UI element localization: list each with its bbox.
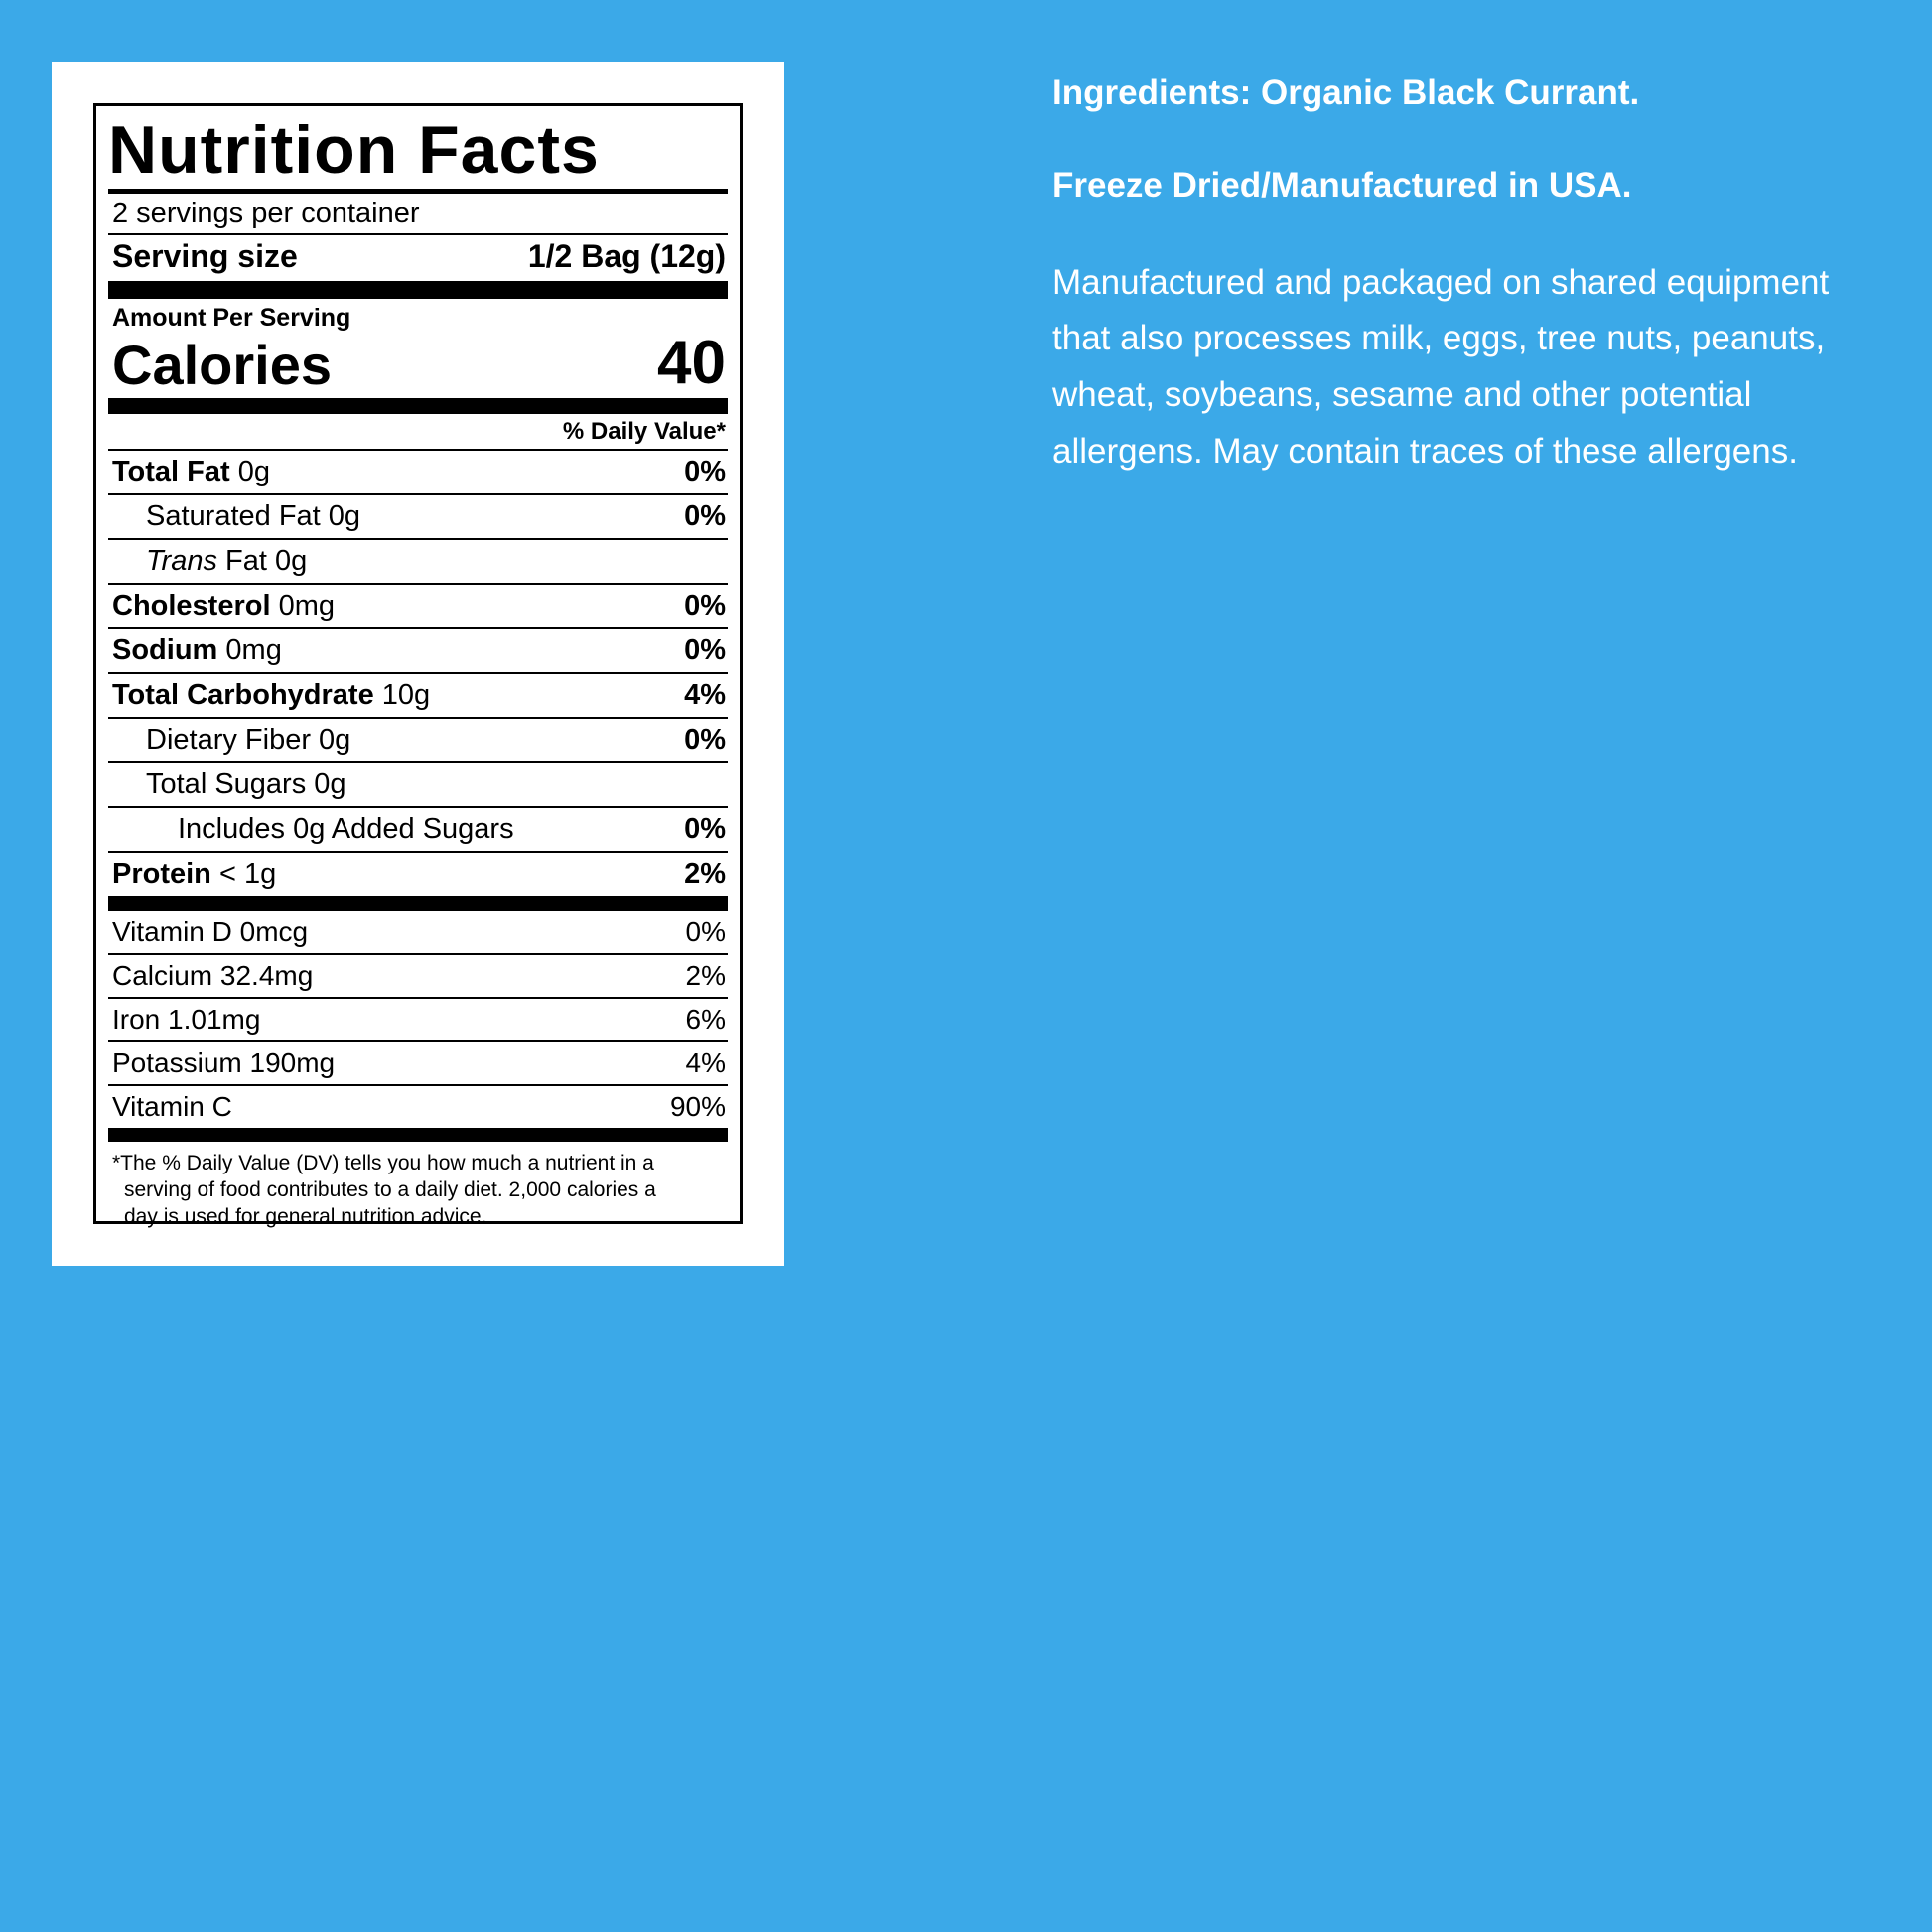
vitamin-row-calcium — [108, 953, 728, 997]
divider-thick-footnote — [108, 1128, 728, 1142]
nutrient-label: Trans Fat 0g — [146, 545, 308, 578]
vitamin-percent: 6% — [685, 1004, 726, 1035]
divider-thick-top — [108, 281, 728, 299]
allergen-statement: Manufactured and packaged on shared equipment that also processes milk, eggs, tree nuts, peanuts, wheat, soybeans, sesame and other potential allergens. May contain traces of these allergens. — [1052, 262, 1830, 471]
nutrient-percent: 0% — [684, 456, 726, 488]
nutrient-label: Total Fat 0g — [112, 456, 271, 488]
nutrient-label: Protein < 1g — [112, 858, 277, 891]
vitamin-row-vitamin-d — [108, 911, 728, 953]
servings-per-container: 2 servings per container — [112, 198, 420, 230]
calories-row — [108, 329, 728, 398]
divider-thick-calories — [108, 398, 728, 414]
nutrient-percent: 4% — [684, 679, 726, 712]
product-info-column — [1052, 69, 1857, 480]
divider-thick-vitamins — [108, 896, 728, 911]
daily-value-footnote — [108, 1142, 728, 1231]
nutrient-percent: 0% — [684, 590, 726, 622]
nutrient-percent: 0% — [684, 634, 726, 667]
serving-size-label: Serving size — [112, 238, 298, 275]
nutrient-row-sodium — [108, 627, 728, 672]
vitamin-label: Iron 1.01mg — [112, 1004, 261, 1035]
vitamin-label: Vitamin C — [112, 1091, 232, 1123]
vitamin-row-vitamin-c — [108, 1084, 728, 1128]
nutrient-label: Sodium 0mg — [112, 634, 282, 667]
nutrition-facts-title: Nutrition Facts — [108, 112, 600, 188]
footnote-line-1: *The % Daily Value (DV) tells you how much a nutrient in a — [112, 1152, 654, 1175]
nutrient-label: Saturated Fat 0g — [146, 500, 361, 533]
serving-size-row — [108, 235, 728, 281]
amount-per-serving-label: Amount Per Serving — [112, 304, 351, 333]
vitamin-label: Potassium 190mg — [112, 1047, 336, 1079]
nutrition-facts-panel — [93, 103, 743, 1229]
nutrient-percent: 0% — [684, 813, 726, 846]
nutrient-label: Total Carbohydrate 10g — [112, 679, 431, 712]
nutrient-percent: 0% — [684, 724, 726, 757]
nutrition-facts-card — [52, 62, 784, 1266]
ingredients-text: Ingredients: Organic Black Currant. — [1052, 73, 1640, 112]
vitamin-percent: 2% — [685, 960, 726, 992]
nutrient-row-total-fat — [108, 449, 728, 493]
serving-size-value: 1/2 Bag (12g) — [527, 238, 726, 275]
vitamin-row-iron — [108, 997, 728, 1040]
nutrient-label: Dietary Fiber 0g — [146, 724, 351, 757]
vitamin-label: Vitamin D 0mcg — [112, 916, 309, 948]
nutrient-row-dietary-fiber — [108, 717, 728, 761]
footnote-line-3: day is used for general nutrition advice. — [124, 1205, 487, 1229]
daily-value-header: % Daily Value* — [562, 418, 726, 446]
vitamin-percent: 0% — [685, 916, 726, 948]
nutrient-row-total-carbohydrate — [108, 672, 728, 717]
nutrient-row-cholesterol — [108, 583, 728, 627]
nutrient-row-protein — [108, 851, 728, 896]
nutrient-row-total-sugars — [108, 761, 728, 806]
nutrient-row-added-sugars — [108, 806, 728, 851]
origin-text: Freeze Dried/Manufactured in USA. — [1052, 166, 1632, 206]
nutrient-row-trans-fat — [108, 538, 728, 583]
nutrient-label: Total Sugars 0g — [146, 768, 346, 801]
nutrient-label: Cholesterol 0mg — [112, 590, 336, 622]
nutrient-label: Includes 0g Added Sugars — [178, 813, 514, 846]
nutrient-percent: 2% — [684, 858, 726, 891]
calories-label: Calories — [112, 333, 332, 396]
nutrient-percent: 0% — [684, 500, 726, 533]
vitamin-label: Calcium 32.4mg — [112, 960, 314, 992]
calories-value: 40 — [657, 329, 726, 398]
vitamin-percent: 90% — [669, 1091, 726, 1123]
vitamin-percent: 4% — [685, 1047, 726, 1079]
nutrient-row-saturated-fat — [108, 493, 728, 538]
vitamin-row-potassium — [108, 1040, 728, 1084]
footnote-line-2: serving of food contributes to a daily diet. 2,000 calories a — [124, 1178, 656, 1202]
